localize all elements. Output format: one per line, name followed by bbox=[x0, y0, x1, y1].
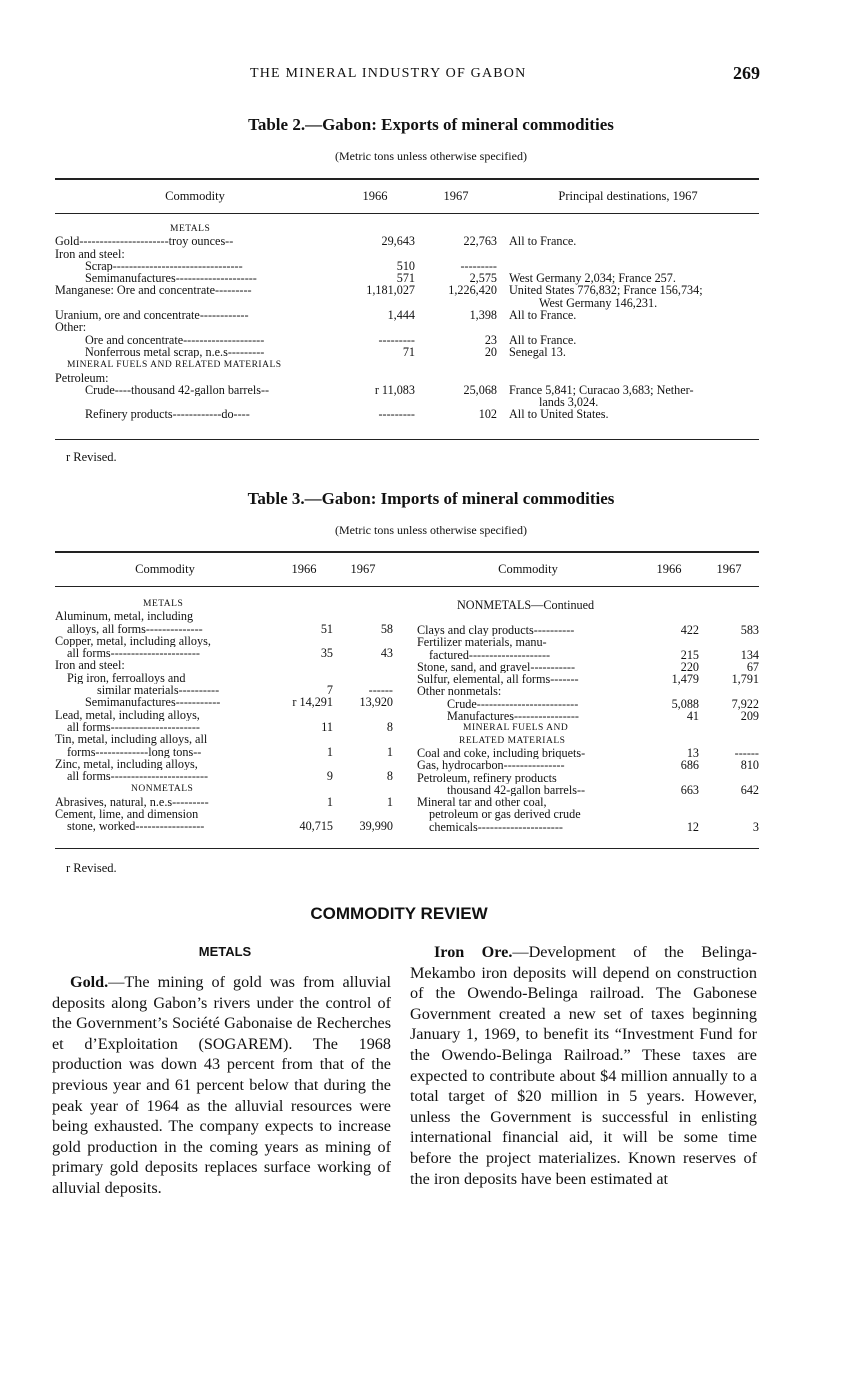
table-row: lands 3,024. bbox=[539, 395, 599, 410]
table3-col-commodity-left: Commodity bbox=[135, 561, 195, 576]
table2-top-rule bbox=[55, 178, 759, 180]
table-row: chemicals--------------------- 12 3 bbox=[429, 819, 759, 834]
table3-left-body bbox=[55, 598, 393, 833]
table2-body bbox=[55, 223, 759, 421]
table3-title: Table 3.—Gabon: Imports of mineral commodities bbox=[247, 489, 615, 508]
table-row: forms-------------long tons-- 1 1 bbox=[67, 744, 393, 759]
table2-bottom-rule bbox=[55, 439, 759, 440]
table-row: Clays and clay products---------- 422 583 bbox=[417, 623, 759, 637]
table2-title: Table 2.—Gabon: Exports of mineral commodities bbox=[248, 115, 614, 134]
table3-col-1967-left: 1967 bbox=[350, 561, 376, 576]
table-row: Nonferrous metal scrap, n.e.s--------- 71 20 Senegal 13. bbox=[85, 344, 566, 359]
table-row: Lead, metal, including alloys, bbox=[55, 708, 200, 721]
table3-footnote: r Revised. bbox=[66, 861, 117, 875]
table-row: thousand 42-gallon barrels-- 663 642 bbox=[447, 782, 759, 797]
table3-right-body bbox=[417, 624, 759, 833]
table-row: Coal and coke, including briquets- 13 ------ bbox=[417, 745, 759, 760]
table2-section-fuels: MINERAL FUELS AND RELATED MATERIALS bbox=[67, 360, 282, 371]
gold-paragraph bbox=[52, 972, 391, 1199]
table2-header-rule bbox=[55, 213, 759, 214]
table-row: Manganese: Ore and concentrate--------- 1,181,027 1,226,420 United States 776,832; France 156,734; bbox=[55, 283, 703, 298]
table-row: petroleum or gas derived crude bbox=[429, 808, 581, 821]
table3-header-rule bbox=[55, 586, 759, 587]
table3-col-1967-right: 1967 bbox=[716, 561, 742, 576]
table-row: Scrap-------------------------------- 510 --------- bbox=[85, 258, 497, 273]
table3-section-metals: METALS bbox=[143, 599, 184, 609]
table3-header bbox=[55, 554, 759, 584]
table-row: Crude------------------------- 5,088 7,922 bbox=[447, 696, 759, 711]
running-head: THE MINERAL INDUSTRY OF GABON bbox=[250, 66, 527, 81]
table-row: all forms---------------------- 11 8 bbox=[67, 719, 393, 734]
table-row: Manufactures---------------- 41 209 bbox=[447, 709, 759, 724]
table-row: Stone, sand, and gravel----------- 220 67 bbox=[417, 659, 759, 674]
table-row: Tin, metal, including alloys, all bbox=[55, 733, 208, 746]
table-row: Refinery products------------do---- --------- 102 All to United States. bbox=[85, 407, 609, 422]
table-row: Uranium, ore and concentrate------------ 1,444 1,398 All to France. bbox=[55, 308, 577, 323]
table-row: Crude----thousand 42-gallon barrels-- r 11,083 25,068 France 5,841; Curacao 3,683; Nether- bbox=[85, 382, 694, 397]
table-row: Aluminum, metal, including bbox=[55, 610, 194, 623]
table3-col-commodity-right: Commodity bbox=[498, 561, 558, 576]
iron-ore-text: —Development of the Belinga-Mekambo iron deposits will depend on construction of the Owendo-Belinga railroad. The Gabonese Government created a new set of taxes beginning January 1, 1969, to benefit its “Investment Fund for the Owendo-Belinga Railroad.” These taxes are expected to contribute about $4 million annually to a total target of $20 million in 5 years. However, unless the Government is successful in enlisting international financial aid, it will be some time before the project materializes. Known reserves of the iron deposits have been estimated at bbox=[410, 943, 757, 1188]
table-row: Gas, hydrocarbon--------------- 686 810 bbox=[417, 758, 759, 773]
table-row: Semimanufactures----------- r 14,291 13,920 bbox=[85, 695, 393, 710]
table-row: Petroleum: bbox=[55, 371, 109, 384]
table2-footnote: r Revised. bbox=[66, 450, 117, 464]
table-row: Other nonmetals: bbox=[417, 685, 502, 698]
table-row: Ore and concentrate-------------------- --------- 23 All to France. bbox=[85, 332, 577, 347]
table-row: Petroleum, refinery products bbox=[417, 771, 557, 784]
table-row: Other: bbox=[55, 321, 87, 334]
table2-col-1967: 1967 bbox=[443, 188, 469, 203]
table-row: stone, worked----------------- 40,715 39,990 bbox=[67, 819, 393, 834]
page-number: 269 bbox=[733, 63, 760, 83]
table-row: Cement, lime, and dimension bbox=[55, 808, 199, 821]
iron-ore-paragraph bbox=[410, 942, 757, 1189]
table2-col-1966: 1966 bbox=[362, 188, 388, 203]
table-row: all forms---------------------- 35 43 bbox=[67, 646, 393, 661]
table-row: Gold----------------------troy ounces-- 29,643 22,763 All to France. bbox=[55, 234, 577, 249]
table3-bottom-rule bbox=[55, 848, 759, 849]
table-row: factured-------------------- 215 134 bbox=[429, 647, 759, 662]
table-row: West Germany 146,231. bbox=[539, 295, 658, 310]
commodity-review-heading: COMMODITY REVIEW bbox=[310, 904, 488, 923]
table3-col-1966-left: 1966 bbox=[291, 561, 317, 576]
table-row: Iron and steel: bbox=[55, 247, 125, 260]
iron-ore-lead: Iron Ore. bbox=[434, 943, 513, 961]
table3-subtitle: (Metric tons unless otherwise specified) bbox=[335, 523, 527, 537]
table3-col-1966-right: 1966 bbox=[656, 561, 682, 576]
table-row: Mineral tar and other coal, bbox=[417, 796, 547, 809]
table2-col-destinations: Principal destinations, 1967 bbox=[558, 188, 698, 203]
table3-top-rule bbox=[55, 551, 759, 553]
table3-section-fuels-2: RELATED MATERIALS bbox=[459, 735, 566, 746]
table2-header bbox=[55, 182, 759, 210]
table3-section-fuels-1: MINERAL FUELS AND bbox=[463, 723, 569, 734]
table-row: Zinc, metal, including alloys, bbox=[55, 757, 198, 771]
metals-heading: METALS bbox=[198, 944, 252, 959]
table2-section-metals: METALS bbox=[170, 224, 211, 234]
table3-section-nonmetals-cont: NONMETALS—Continued bbox=[457, 598, 595, 612]
table-row: all forms------------------------ 9 8 bbox=[67, 769, 393, 784]
gold-lead: Gold. bbox=[70, 973, 109, 991]
table-row: Sulfur, elemental, all forms------- 1,479 1,791 bbox=[417, 672, 759, 687]
table3-section-nonmetals: NONMETALS bbox=[131, 784, 194, 795]
table-row: alloys, all forms-------------- 51 58 bbox=[67, 621, 393, 636]
gold-text: —The mining of gold was from alluvial deposits along Gabon’s rivers under the control of the Government’s Société Gabonaise de Recherches et d’Exploitation (SOGAREM). The 1968 production was down 43 percent from that of the previous year and 61 percent below that during the peak year of 1964 as the alluvial resources were being exhausted. The company expects to increase gold production in the coming years as mining of primary gold deposits replaces surface working of alluvial deposits. bbox=[52, 973, 391, 1197]
table-row: similar materials---------- 7 ------ bbox=[97, 683, 393, 698]
table-row: Fertilizer materials, manu- bbox=[417, 636, 547, 649]
table-row: Pig iron, ferroalloys and bbox=[67, 671, 186, 685]
table2-subtitle: (Metric tons unless otherwise specified) bbox=[335, 149, 527, 163]
table2-col-commodity: Commodity bbox=[165, 188, 225, 203]
table-row: Abrasives, natural, n.e.s--------- 1 1 bbox=[55, 794, 393, 809]
table-row: Copper, metal, including alloys, bbox=[55, 634, 211, 648]
table-row: Iron and steel: bbox=[55, 659, 125, 672]
table-row: Semimanufactures-------------------- 571 2,575 West Germany 2,034; France 257. bbox=[85, 271, 676, 286]
